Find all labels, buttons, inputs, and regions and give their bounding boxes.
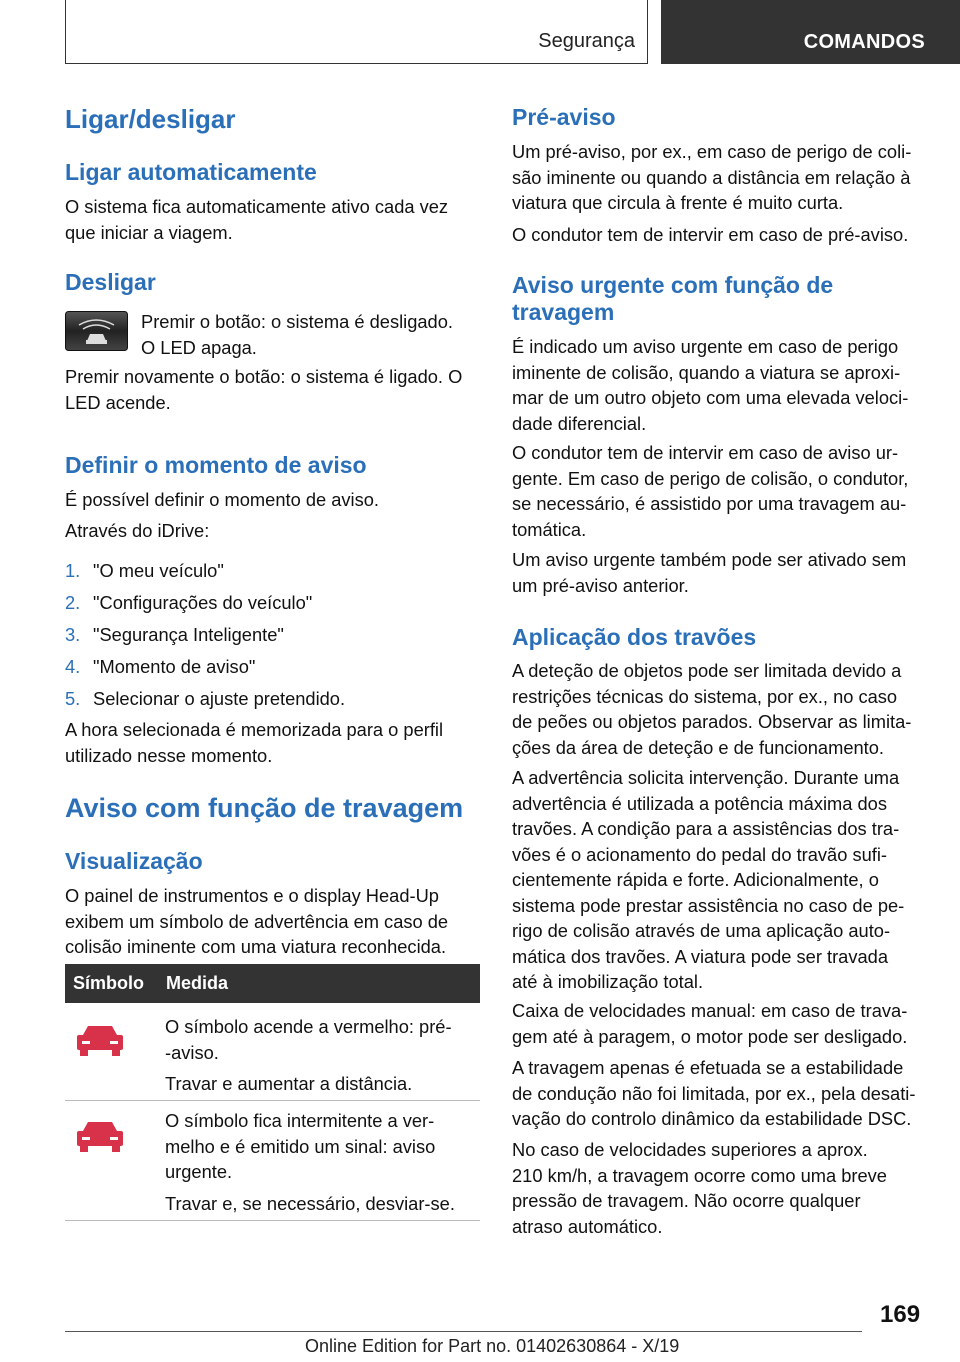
paragraph-apply-3 [512,998,907,1049]
text-line: No caso de velocidades superiores a aprox. [512,1139,868,1160]
paragraph-urgent-3 [512,547,906,598]
text-line: restrições técnicas do sistema, por ex., no caso [512,685,898,707]
text-line: A advertência solicita intervenção. Durante uma [512,767,900,788]
paragraph-pre-aviso [512,139,911,216]
header-chapter-tab [661,0,960,64]
footer-edition: Online Edition for Part no. 01402630864 - X/19 [305,1336,680,1356]
text-line: de condução não foi limitada, por ex., pela desati- [512,1082,916,1104]
paragraph-display [65,883,448,960]
step-text: Selecionar o ajuste pretendido. [93,688,346,709]
step-number: 4. [65,656,81,677]
text-line: O símbolo fica intermitente a ver- [165,1110,435,1131]
text-line: um pré-aviso anterior. [512,574,689,596]
paragraph-urgent-2 [512,440,908,542]
step-text: "O meu veículo" [93,560,224,581]
heading-aviso-urgente [512,272,833,326]
step-text: "Configurações do veículo" [93,592,313,613]
text-line: exibem um símbolo de advertência em caso de [65,910,449,932]
text-line: O condutor tem de intervir em caso de aviso ur- [512,442,899,463]
step-number: 5. [65,688,81,709]
text-line: advertência é utilizada a potência máxima dos [512,792,887,814]
text-line: se necessário, é assistido por uma travagem au- [512,493,907,514]
text-line: Caixa de velocidades manual: em caso de trava- [512,1000,908,1021]
text-line: atraso automático. [512,1215,663,1237]
paragraph-auto [65,194,448,245]
paragraph-saved [65,717,443,768]
step-text: "Segurança Inteligente" [93,624,284,645]
text-line: colisão iminente com uma viatura reconhecida. [65,936,447,957]
text-line: viatura que circula à frente é muito curta. [512,192,844,213]
collision-warning-button-icon [65,311,128,351]
heading-pre-aviso: Pré-aviso [512,104,616,130]
text-line: A hora selecionada é memorizada para o perfil [65,719,444,740]
text-line: gem até à paragem, o motor pode ser desligado. [512,1025,908,1047]
heading-visualizacao: Visualização [65,848,203,874]
text-line: Travar e aumentar a distância. [165,1073,413,1094]
heading-aplicacao-travoes: Aplicação dos travões [512,624,757,650]
heading-line: Aviso urgente com função de [512,272,834,298]
heading-line: travagem [512,299,615,325]
text-line: utilizado nesse momento. [65,744,273,766]
text-line: cientemente rápida e forte. Adicionalmente, o [512,869,879,890]
step-number: 2. [65,592,81,613]
text-line: pressão de travagem. Não ocorre qualquer [512,1190,861,1211]
table-row-2-measure [165,1108,455,1216]
step-text: "Momento de aviso" [93,656,256,677]
heading-ligar-automaticamente: Ligar automaticamente [65,159,317,185]
text-line: LED acende. [65,391,171,413]
table-row-divider [65,1220,480,1221]
paragraph-button [141,309,453,360]
text-line: ções da área de deteção e de funcionamento. [512,736,884,758]
text-line: melho e é emitido um sinal: aviso [165,1135,436,1157]
text-line: O painel de instrumentos e o display Head-Up [65,885,439,906]
paragraph-urgent [512,334,908,436]
column-header-measure: Medida [166,973,229,993]
heading-ligar-desligar: Ligar/desligar [65,104,236,134]
text-line: Travar e, se necessário, desviar-se. [165,1192,455,1214]
paragraph-pre-aviso-2: O condutor tem de intervir em caso de pré-aviso. [512,224,909,245]
text-line: -aviso. [165,1041,219,1063]
heading-aviso-travagem: Aviso com função de travagem [65,793,464,823]
header-chapter-label: COMANDOS [803,31,925,53]
table-row-1-measure [165,1014,452,1097]
paragraph-apply-2 [512,765,904,995]
text-line: iminente de colisão, quando a viatura se aproxi- [512,361,901,383]
text-line: Um pré-aviso, por ex., em caso de perigo de coli- [512,141,912,162]
text-line: O símbolo acende a vermelho: pré- [165,1016,452,1037]
text-line: Premir o botão: o sistema é desligado. [141,311,453,332]
text-line: vação do controlo dinâmico da estabilidade DSC. [512,1108,912,1129]
heading-definir-momento: Definir o momento de aviso [65,452,367,478]
paragraph-press-again [65,364,462,415]
text-line: A travagem apenas é efetuada se a estabilidade [512,1057,904,1078]
text-line: Um aviso urgente também pode ser ativado sem [512,549,907,570]
paragraph-apply-5 [512,1137,887,1239]
footer-divider [65,1331,862,1332]
page-number: 169 [880,1301,921,1328]
table-row-divider [65,1100,480,1101]
text-line: O LED apaga. [141,336,257,358]
paragraph-apply [512,658,911,760]
text-line: que iniciar a viagem. [65,221,233,243]
paragraph-apply-4 [512,1055,915,1132]
text-line: 210 km/h, a travagem ocorre como uma breve [512,1164,887,1186]
text-line: vões é o acionamento do pedal do travão sufi- [512,843,888,865]
paragraph-via-idrive: Através do iDrive: [65,520,210,541]
car-warning-flashing-icon [75,1119,125,1155]
table-header [65,964,480,1003]
text-line: sistema pode prestar assistência no caso de pe- [512,894,905,916]
text-line: são iminente ou quando a distância em relação à [512,166,911,188]
text-line: tomática. [512,518,587,540]
text-line: urgente. [165,1161,233,1182]
header-section-tab [65,0,648,64]
paragraph-possible: É possível definir o momento de aviso. [65,489,379,510]
text-line: de peões ou objetos parados. Observar as limita- [512,711,912,732]
text-line: dade diferencial. [512,412,647,434]
text-line: mática dos travões. A viatura pode ser travada [512,945,888,967]
heading-desligar: Desligar [65,269,156,295]
text-line: A deteção de objetos pode ser limitada devido a [512,660,902,681]
step-number: 3. [65,624,81,645]
text-line: travões. A condição para a assistências dos tra- [512,818,900,839]
car-warning-red-icon [75,1023,125,1059]
header-section-label: Segurança [538,30,635,52]
text-line: É indicado um aviso urgente em caso de perigo [512,336,899,357]
text-line: rigo de colisão através de uma aplicação auto- [512,920,891,941]
column-header-symbol: Símbolo [73,973,144,993]
text-line: O sistema fica automaticamente ativo cada vez [65,196,449,217]
text-line: até à imobilização total. [512,971,704,992]
text-line: Premir novamente o botão: o sistema é ligado. O [65,366,463,387]
text-line: mar de um outro objeto com uma elevada veloci- [512,387,909,408]
text-line: gente. Em caso de perigo de colisão, o condutor, [512,467,909,489]
step-number: 1. [65,560,81,581]
